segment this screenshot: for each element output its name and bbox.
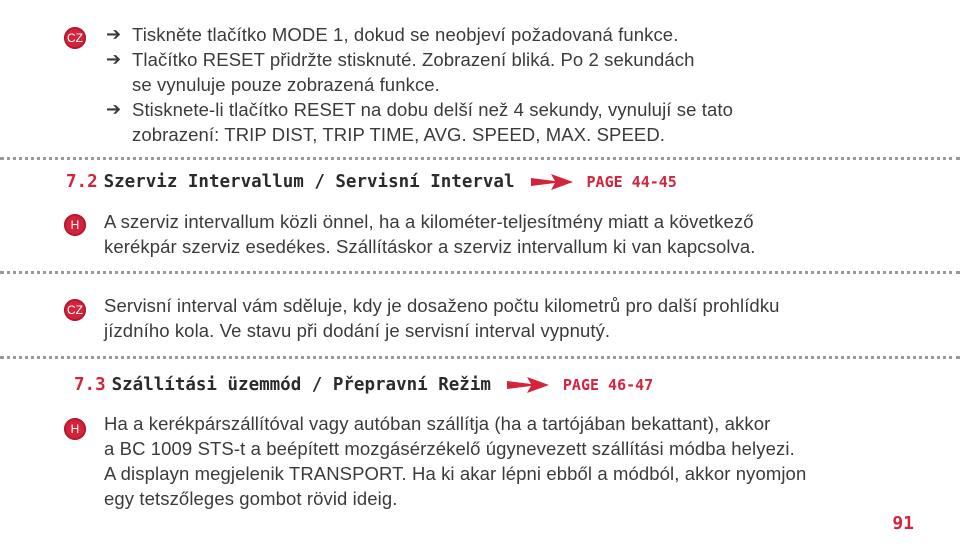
arrow-right-icon: ➔ [106,24,122,44]
text-line: kerékpár szerviz esedékes. Szállításkor a szerviz intervallum ki van kapcsolva. [104,236,756,257]
bullet-text: Stisknete-li tlačítko RESET na dobu delší než 4 sekundy, vynulují se tato [132,99,733,120]
arrow-right-icon: ➔ [106,49,122,69]
section-title: Szállítási üzemmód / Přepravní Režim [111,375,491,395]
section-divider [0,157,960,160]
text-line: A szerviz intervallum közli önnel, ha a kilométer-teljesítmény miatt a következő [104,211,754,232]
page-reference: PAGE 44-45 [586,173,677,191]
language-badge-h: H [64,214,86,236]
page-number: 91 [892,513,914,534]
page-reference: PAGE 46-47 [562,376,654,394]
section-divider [0,271,960,274]
section-heading-7-2 [66,172,677,192]
bullet-continuation: se vynuluje pouze zobrazená funkce. [132,74,440,95]
text-line: egy tetszőleges gombot rövid ideig. [104,488,398,509]
paragraph-h [104,209,930,259]
text-line: a BC 1009 STS-t a beépített mozgásérzékelő úgynevezett szállítási módba helyezi. [104,438,795,459]
bullet-continuation: zobrazení: TRIP DIST, TRIP TIME, AVG. SPEED, MAX. SPEED. [132,124,666,145]
text-line: Ha a kerékpárszállítóval vagy autóban szállítja (ha a tartójában bekattant), akkor [104,413,771,434]
text-line: Servisní interval vám sděluje, kdy je dosaženo počtu kilometrů pro další prohlídku [104,295,780,316]
section-number: 7.2 [66,172,98,192]
arrow-right-icon: ➔ [106,99,122,119]
language-badge-cz: CZ [64,27,86,49]
bullet-item [106,47,930,72]
paragraph-h [104,411,930,511]
pointer-arrow-icon [507,377,549,393]
bullet-text: Tiskněte tlačítko MODE 1, dokud se neobjeví požadovaná funkce. [132,24,679,45]
paragraph-cz [104,293,930,343]
cz-bullet-list [106,22,930,147]
language-badge-h: H [64,418,86,440]
section-title: Szerviz Intervallum / Servisní Interval [103,172,515,192]
section-number: 7.3 [74,375,106,395]
section-heading-7-3 [74,375,653,395]
language-badge-cz: CZ [64,299,86,321]
text-line: A displayn megjelenik TRANSPORT. Ha ki akar lépni ebből a módból, akkor nyomjon [104,463,807,484]
bullet-item [106,22,930,47]
pointer-arrow-icon [531,174,573,190]
section-divider [0,356,960,359]
bullet-item [106,97,930,122]
text-line: jízdního kola. Ve stavu při dodání je servisní interval vypnutý. [104,320,611,341]
bullet-text: Tlačítko RESET přidržte stisknuté. Zobrazení bliká. Po 2 sekundách [132,49,695,70]
